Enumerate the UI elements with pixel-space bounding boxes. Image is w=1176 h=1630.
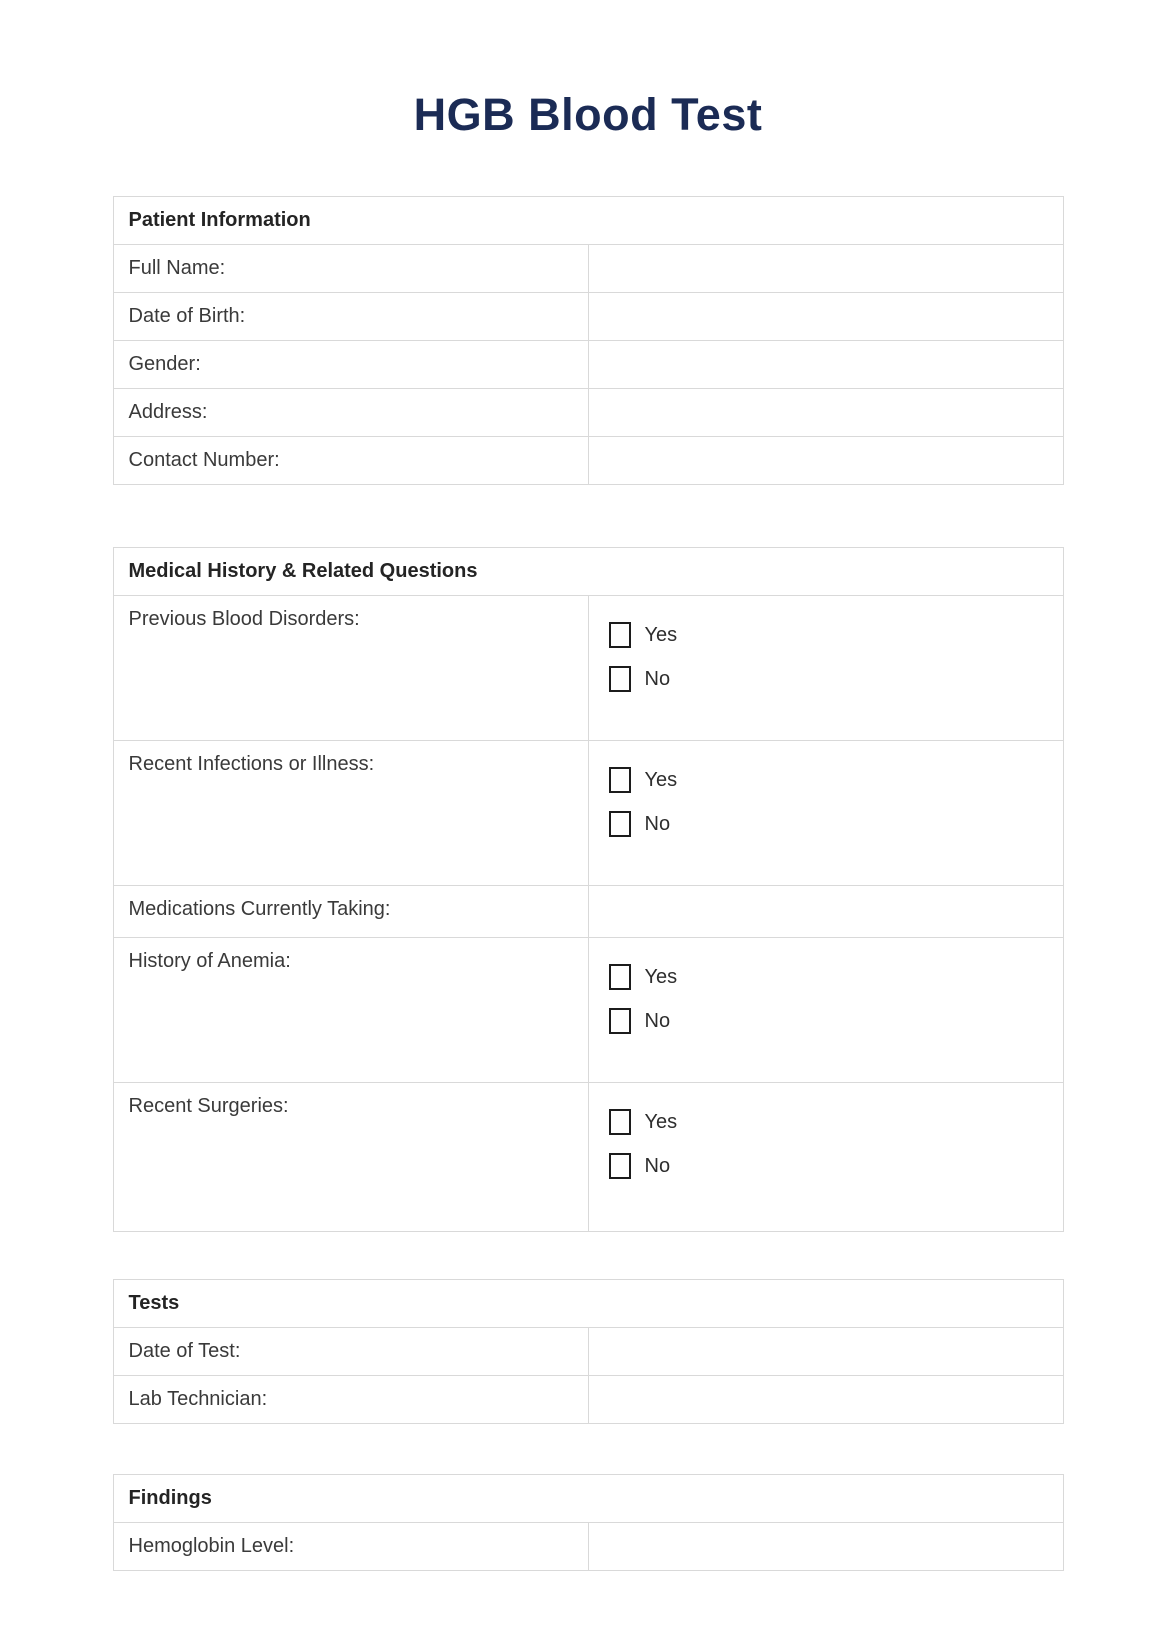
spacer — [0, 140, 1176, 196]
medications-label: Medications Currently Taking: — [113, 886, 588, 938]
table-row — [113, 341, 1063, 389]
hemoglobin-level-value-cell[interactable] — [588, 1523, 1063, 1571]
table-row — [113, 886, 1063, 938]
section-header-row — [113, 1280, 1063, 1328]
table-row — [113, 245, 1063, 293]
section-header-row — [113, 1475, 1063, 1523]
hemoglobin-level-label: Hemoglobin Level: — [113, 1523, 588, 1571]
checkbox-no[interactable] — [609, 1008, 631, 1034]
spacer — [0, 1232, 1176, 1279]
no-option — [609, 1008, 1048, 1034]
spacer — [0, 485, 1176, 547]
section-header-medical-history: Medical History & Related Questions — [113, 548, 1063, 596]
yes-option — [609, 622, 1048, 648]
checkbox-no-label: No — [644, 812, 671, 835]
checkbox-no[interactable] — [609, 666, 631, 692]
contact-number-label: Contact Number: — [113, 437, 588, 485]
checkbox-no[interactable] — [609, 811, 631, 837]
date-of-birth-value-cell[interactable] — [588, 293, 1063, 341]
checkbox-yes-label: Yes — [644, 623, 678, 646]
no-option — [609, 1153, 1048, 1179]
tests-table — [113, 1279, 1064, 1424]
findings-table — [113, 1474, 1064, 1571]
no-option — [609, 811, 1048, 837]
address-value-cell[interactable] — [588, 389, 1063, 437]
no-option — [609, 666, 1048, 692]
table-row — [113, 938, 1063, 1083]
checkbox-yes[interactable] — [609, 964, 631, 990]
table-row — [113, 1083, 1063, 1232]
gender-label: Gender: — [113, 341, 588, 389]
yes-option — [609, 964, 1048, 990]
recent-infections-options — [588, 741, 1063, 886]
full-name-value-cell[interactable] — [588, 245, 1063, 293]
date-of-birth-label: Date of Birth: — [113, 293, 588, 341]
table-row — [113, 1328, 1063, 1376]
checkbox-no-label: No — [644, 1154, 671, 1177]
table-row — [113, 1376, 1063, 1424]
contact-number-value-cell[interactable] — [588, 437, 1063, 485]
checkbox-yes-label: Yes — [644, 768, 678, 791]
lab-technician-label: Lab Technician: — [113, 1376, 588, 1424]
section-header-row — [113, 548, 1063, 596]
medications-value-cell[interactable] — [588, 886, 1063, 938]
medical-history-table — [113, 547, 1064, 1232]
date-of-test-label: Date of Test: — [113, 1328, 588, 1376]
checkbox-yes-label: Yes — [644, 1110, 678, 1133]
full-name-label: Full Name: — [113, 245, 588, 293]
table-row — [113, 596, 1063, 741]
table-row — [113, 741, 1063, 886]
section-header-row — [113, 197, 1063, 245]
recent-infections-label: Recent Infections or Illness: — [113, 741, 588, 886]
checkbox-yes-label: Yes — [644, 965, 678, 988]
history-of-anemia-options — [588, 938, 1063, 1083]
yes-option — [609, 767, 1048, 793]
checkbox-no-label: No — [644, 667, 671, 690]
recent-surgeries-options — [588, 1083, 1063, 1232]
recent-surgeries-label: Recent Surgeries: — [113, 1083, 588, 1232]
table-row — [113, 293, 1063, 341]
section-header-findings: Findings — [113, 1475, 1063, 1523]
page-title: HGB Blood Test — [413, 89, 763, 140]
checkbox-no-label: No — [644, 1009, 671, 1032]
history-of-anemia-label: History of Anemia: — [113, 938, 588, 1083]
yes-option — [609, 1109, 1048, 1135]
address-label: Address: — [113, 389, 588, 437]
date-of-test-value-cell[interactable] — [588, 1328, 1063, 1376]
section-header-patient-information: Patient Information — [113, 197, 1063, 245]
previous-blood-disorders-label: Previous Blood Disorders: — [113, 596, 588, 741]
checkbox-no[interactable] — [609, 1153, 631, 1179]
checkbox-yes[interactable] — [609, 622, 631, 648]
lab-technician-value-cell[interactable] — [588, 1376, 1063, 1424]
table-row — [113, 437, 1063, 485]
patient-information-table — [113, 196, 1064, 485]
table-row — [113, 389, 1063, 437]
checkbox-yes[interactable] — [609, 1109, 631, 1135]
previous-blood-disorders-options — [588, 596, 1063, 741]
spacer — [0, 1424, 1176, 1474]
gender-value-cell[interactable] — [588, 341, 1063, 389]
section-header-tests: Tests — [113, 1280, 1063, 1328]
table-row — [113, 1523, 1063, 1571]
checkbox-yes[interactable] — [609, 767, 631, 793]
